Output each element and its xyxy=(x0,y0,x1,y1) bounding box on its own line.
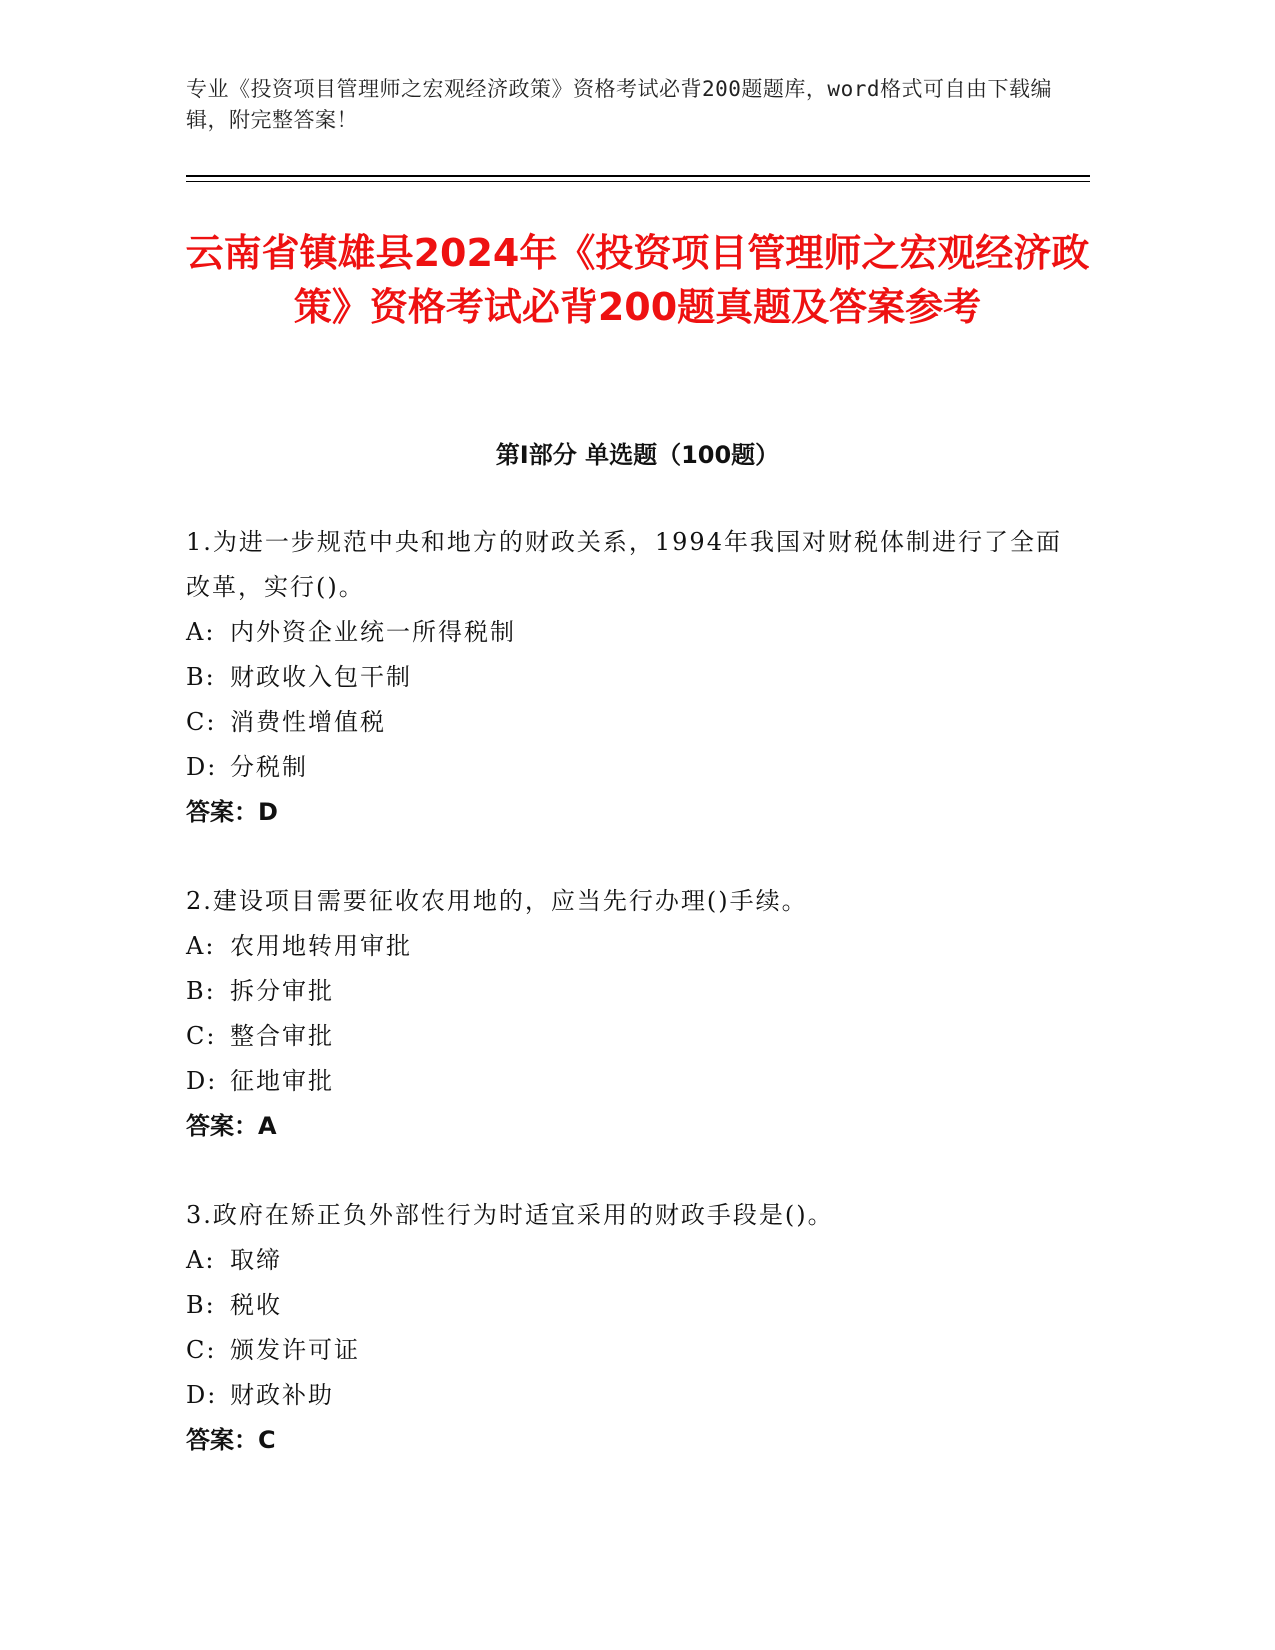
option-text: 财政收入包干制 xyxy=(230,663,412,691)
answer-line: 答案：D xyxy=(186,798,278,826)
option-d xyxy=(186,1059,1066,1104)
question-2 xyxy=(186,879,1066,1149)
option-key: D: xyxy=(186,1381,218,1409)
option-key: A: xyxy=(186,1246,216,1274)
question-stem: 2.建设项目需要征收农用地的，应当先行办理()手续。 xyxy=(186,887,808,915)
option-text: 颁发许可证 xyxy=(230,1336,360,1364)
option-key: C: xyxy=(186,708,217,736)
option-text: 内外资企业统一所得税制 xyxy=(230,618,516,646)
option-key: C: xyxy=(186,1336,217,1364)
answer-line: 答案：A xyxy=(186,1112,277,1140)
document-title: 云南省镇雄县2024年《投资项目管理师之宏观经济政策》资格考试必背200题真题及答案参考 xyxy=(185,231,1090,329)
option-key: D: xyxy=(186,1067,218,1095)
option-key: C: xyxy=(186,1022,217,1050)
option-a xyxy=(186,610,1066,655)
question-1 xyxy=(186,520,1066,835)
option-key: B: xyxy=(186,663,216,691)
option-text: 消费性增值税 xyxy=(230,708,386,736)
option-d xyxy=(186,745,1066,790)
option-text: 农用地转用审批 xyxy=(230,932,412,960)
question-3 xyxy=(186,1193,1066,1463)
option-c xyxy=(186,700,1066,745)
option-c xyxy=(186,1328,1066,1373)
option-key: D: xyxy=(186,753,218,781)
answer-line: 答案：C xyxy=(186,1426,276,1454)
option-b xyxy=(186,1283,1066,1328)
option-key: B: xyxy=(186,1291,216,1319)
option-a xyxy=(186,1238,1066,1283)
question-list xyxy=(186,520,1066,1507)
option-text: 整合审批 xyxy=(230,1022,334,1050)
header-rule-thick xyxy=(186,175,1090,177)
option-text: 取缔 xyxy=(230,1246,282,1274)
section-title: 第Ⅰ部分 单选题（100题） xyxy=(495,441,780,469)
option-key: B: xyxy=(186,977,216,1005)
option-key: A: xyxy=(186,932,216,960)
option-d xyxy=(186,1373,1066,1418)
option-text: 征地审批 xyxy=(230,1067,334,1095)
header-rule-thin xyxy=(186,181,1090,182)
option-c xyxy=(186,1014,1066,1059)
option-text: 分税制 xyxy=(230,753,308,781)
option-a xyxy=(186,924,1066,969)
option-b xyxy=(186,969,1066,1014)
option-text: 财政补助 xyxy=(230,1381,334,1409)
option-b xyxy=(186,655,1066,700)
question-stem: 3.政府在矫正负外部性行为时适宜采用的财政手段是()。 xyxy=(186,1201,834,1229)
header-note: 专业《投资项目管理师之宏观经济政策》资格考试必背200题题库，word格式可自由下载编辑，附完整答案！ xyxy=(186,77,1052,132)
question-stem: 1.为进一步规范中央和地方的财政关系，1994年我国对财税体制进行了全面改革，实行()。 xyxy=(186,528,1062,601)
option-key: A: xyxy=(186,618,216,646)
option-text: 拆分审批 xyxy=(230,977,334,1005)
option-text: 税收 xyxy=(230,1291,282,1319)
